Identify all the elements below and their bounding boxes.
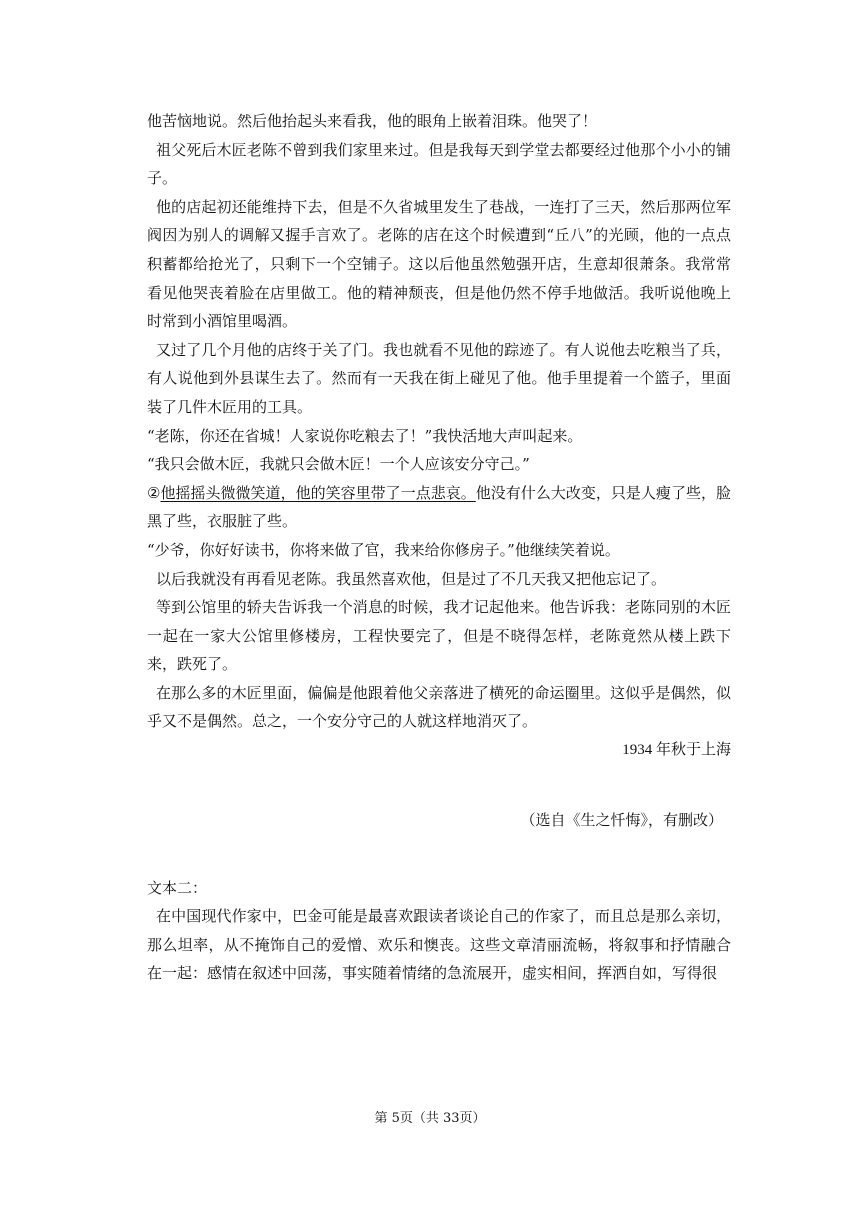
date-signature: 1934 年秋于上海 <box>622 742 731 759</box>
paragraph-1: 他苦恼地说。然后他抬起头来看我，他的眼角上嵌着泪珠。他哭了！ <box>147 112 598 130</box>
paragraph-11: 在那么多的木匠里面，偏偏是他跟着他父亲落进了横死的命运圈里。这似乎是偶然，似乎又不是偶然。总之，一个安分守己的人就这样地消灭了。 <box>147 683 731 731</box>
paragraph-3: 他的店起初还能维持下去，但是不久省城里发生了巷战，一连打了三天，然后那两位军阀因为别人的调解又握手言欢了。老陈的店在这个时候遭到“丘八”的光顾，他的一点点积蓄都给抢光了，只剩下一个空铺子。这以后他虽然勉强开店，生意却很萧条。我常常看见他哭丧着脸在店里做工。他的精神颓丧，但是他仍然不停手地做活。我听说他晚上时常到小酒馆里喝酒。 <box>147 197 731 331</box>
section2-paragraph: 在中国现代作家中，巴金可能是最喜欢跟读者谈论自己的作家了，而且总是那么亲切，那么坦率，从不掩饰自己的爱憎、欢乐和懊丧。这些文章清丽流畅，将叙事和抒情融合在一起：感情在叙述中回荡，事实随着情绪的急流展开，虚实相间，挥洒自如，写得很 <box>147 907 731 983</box>
source-note: （选自《生之忏悔》，有删改） <box>520 811 723 830</box>
document-body <box>147 107 731 988</box>
underlined-sentence <box>147 484 476 502</box>
paragraph-5: “老陈，你还在省城！人家说你吃粮去了！”我快活地大声叫起来。 <box>147 426 583 445</box>
underlined-paragraph-rest: 他没有什么大改变，只是人瘦了些，脸黑了些，衣服脏了些。 <box>147 483 731 531</box>
paragraph-2: 祖父死后木匠老陈不曾到我们家里来过。但是我每天到学堂去都要经过他那个小小的铺子。 <box>147 140 731 188</box>
paragraph-underlined <box>147 479 731 536</box>
page-footer: 第 5页（共 33页） <box>374 1111 486 1126</box>
question-marker: ② <box>147 483 161 502</box>
underlined-text: 他摇摇头微微笑道，他的笑容里带了一点悲哀。 <box>160 483 476 502</box>
paragraph-8: “少爷，你好好读书，你将来做了官，我来给你修房子。”他继续笑着说。 <box>147 540 620 559</box>
paragraph-9: 以后我就没有再看见老陈。我虽然喜欢他，但是过了不几天我又把他忘记了。 <box>156 569 667 588</box>
section-heading: 文本二： <box>147 879 208 898</box>
paragraph-6: “我只会做木匠，我就只会做木匠！一个人应该安分守己。” <box>147 455 530 474</box>
paragraph-10: 等到公馆里的轿夫告诉我一个消息的时候，我才记起他来。他告诉我：老陈同别的木匠一起在一家大公馆里修楼房，工程快要完了，但是不晓得怎样，老陈竟然从楼上跌下来，跌死了。 <box>147 598 731 674</box>
paragraph-4: 又过了几个月他的店终于关了门。我也就看不见他的踪迹了。有人说他去吃粮当了兵，有人说他到外县谋生去了。然而有一天我在街上碰见了他。他手里提着一个篮子，里面装了几件木匠用的工具。 <box>147 340 731 416</box>
